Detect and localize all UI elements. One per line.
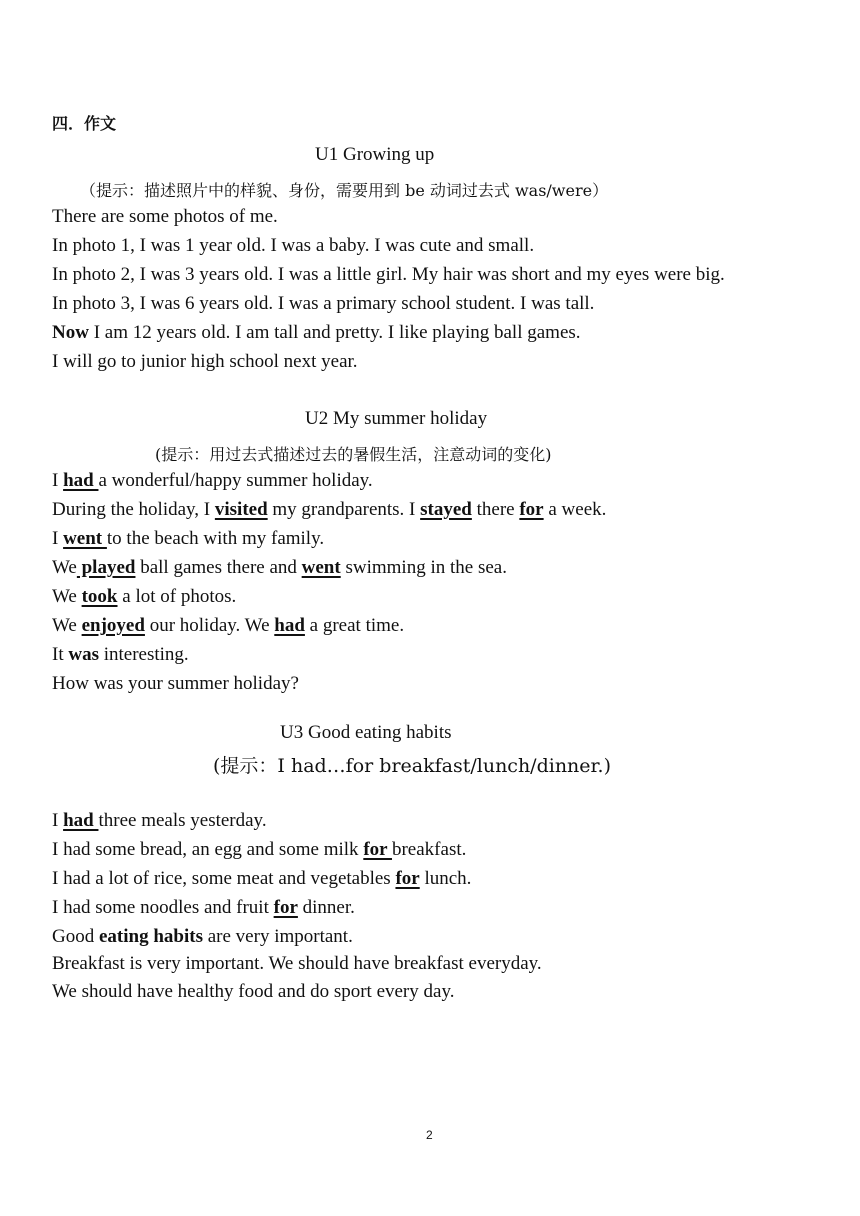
text-segment: In photo 1, I was 1 year old. I was a baby. I was cute and small. xyxy=(52,235,535,256)
text-segment: We xyxy=(52,615,82,636)
u3-line xyxy=(52,809,267,833)
u2-hint: (提示：用过去式描述过去的暑假生活，注意动词的变化) xyxy=(155,445,552,464)
text-segment: I xyxy=(52,810,64,831)
text-segment: I had a lot of rice, some meat and vegetables xyxy=(52,868,396,889)
answer-word: went xyxy=(301,557,341,578)
answer-word: visited xyxy=(214,499,268,520)
page-number: 2 xyxy=(426,1128,433,1142)
u1-title: U1 Growing up xyxy=(315,144,435,165)
u1-line xyxy=(52,350,358,374)
text-segment: to the beach with my family. xyxy=(106,528,325,549)
text-segment: a lot of photos. xyxy=(117,586,237,607)
u2-line xyxy=(52,556,507,580)
text-segment: We xyxy=(52,586,82,607)
bold-word: Now xyxy=(52,322,89,343)
text-segment: Breakfast is very important. We should have breakfast everyday. xyxy=(52,953,542,974)
text-segment: It xyxy=(52,644,69,665)
u1-line xyxy=(52,292,594,316)
answer-word: had xyxy=(63,470,99,491)
text-segment: a great time. xyxy=(304,615,405,636)
text-segment: interesting. xyxy=(98,644,189,665)
text-segment: We xyxy=(52,557,77,578)
text-segment: three meals yesterday. xyxy=(98,810,267,831)
section-label: 四．作文 xyxy=(52,114,117,133)
text-segment: We should have healthy food and do sport every day. xyxy=(52,981,455,1002)
u3-line xyxy=(52,838,466,862)
text-segment: a wonderful/happy summer holiday. xyxy=(98,470,373,491)
u3-line xyxy=(52,896,355,920)
u3-line xyxy=(52,980,454,1004)
u2-line xyxy=(52,527,324,551)
text-segment: Good xyxy=(52,926,99,947)
u2-line xyxy=(52,643,189,667)
text-segment: In photo 2, I was 3 years old. I was a little girl. My hair was short and my eyes were big. xyxy=(52,264,725,285)
u3-line xyxy=(52,925,353,949)
u2-line xyxy=(52,585,236,609)
text-segment: swimming in the sea. xyxy=(340,557,507,578)
bold-word: was xyxy=(68,644,99,665)
answer-word: for xyxy=(363,839,392,860)
u2-line xyxy=(52,469,373,493)
answer-word: went xyxy=(63,528,107,549)
text-segment: there xyxy=(471,499,520,520)
text-segment: There are some photos of me. xyxy=(52,206,278,227)
u1-line xyxy=(52,321,581,345)
answer-word: stayed xyxy=(420,499,472,520)
answer-word: enjoyed xyxy=(81,615,145,636)
u3-line xyxy=(52,867,471,891)
u2-line xyxy=(52,498,606,522)
u1-line xyxy=(52,205,278,229)
text-segment: my grandparents. I xyxy=(267,499,421,520)
answer-word: had xyxy=(274,615,305,636)
text-segment: I xyxy=(52,528,64,549)
text-segment: ball games there and xyxy=(135,557,302,578)
answer-word: played xyxy=(76,557,136,578)
text-segment: In photo 3, I was 6 years old. I was a primary school student. I was tall. xyxy=(52,293,595,314)
u3-title: U3 Good eating habits xyxy=(280,722,452,743)
text-segment: our holiday. We xyxy=(144,615,275,636)
bold-word: eating habits xyxy=(98,926,203,947)
text-segment: How was your summer holiday? xyxy=(52,673,299,694)
answer-word: took xyxy=(81,586,118,607)
u1-line xyxy=(52,263,725,287)
text-segment: I xyxy=(52,470,64,491)
text-segment: breakfast. xyxy=(391,839,467,860)
u2-line xyxy=(52,614,404,638)
text-segment: I had some bread, an egg and some milk xyxy=(52,839,364,860)
text-segment: a week. xyxy=(543,499,607,520)
answer-word: had xyxy=(63,810,99,831)
text-segment: I am 12 years old. I am tall and pretty. I like playing ball games. xyxy=(88,322,581,343)
answer-word: for xyxy=(395,868,420,889)
u3-hint: (提示：I had…for breakfast/lunch/dinner.) xyxy=(213,755,611,777)
text-segment: are very important. xyxy=(202,926,353,947)
text-segment: I had some noodles and fruit xyxy=(52,897,274,918)
text-segment: dinner. xyxy=(297,897,355,918)
u1-hint: （提示：描述照片中的样貌、身份，需要用到 be 动词过去式 was/were） xyxy=(80,181,609,200)
text-segment: I will go to junior high school next year. xyxy=(52,351,358,372)
answer-word: for xyxy=(519,499,544,520)
u2-line xyxy=(52,672,299,696)
u1-line xyxy=(52,234,534,258)
answer-word: for xyxy=(273,897,298,918)
u3-line xyxy=(52,952,542,976)
u2-title: U2 My summer holiday xyxy=(305,408,488,429)
text-segment: During the holiday, I xyxy=(52,499,215,520)
text-segment: lunch. xyxy=(419,868,472,889)
